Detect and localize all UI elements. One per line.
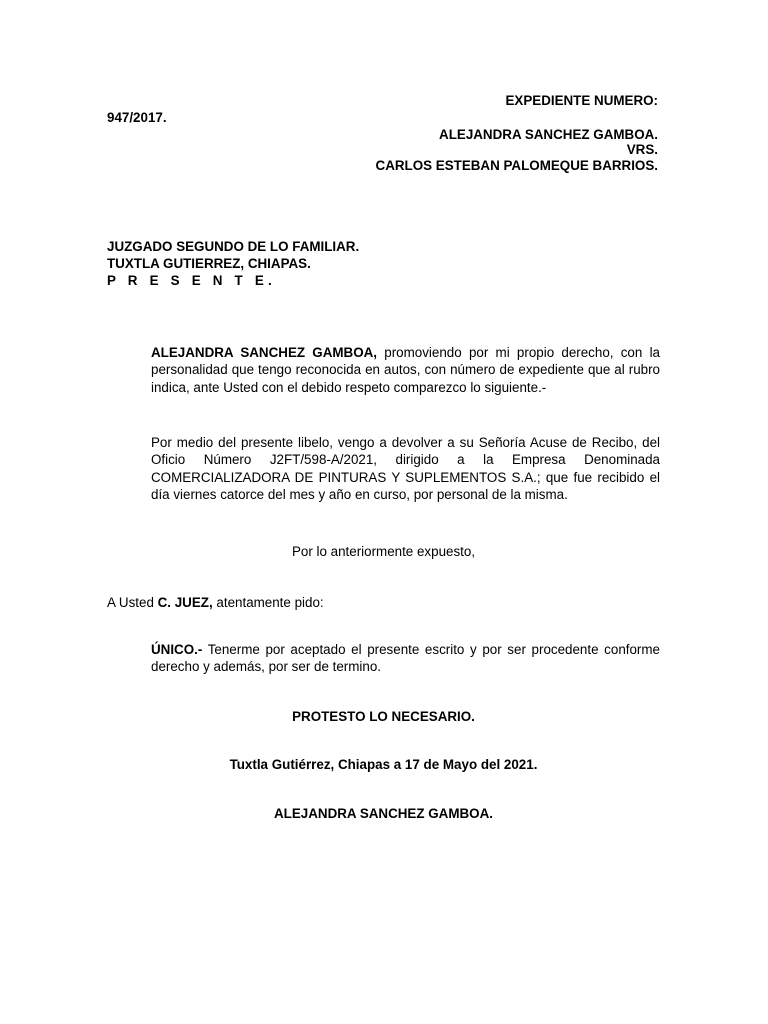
party-actor: ALEJANDRA SANCHEZ GAMBOA. [439,127,658,142]
peticion-prefix: A Usted [107,595,158,610]
paragraph-expuesto: Por lo anteriormente expuesto, [291,544,476,559]
presente-label: P R E S E N T E. [107,273,276,288]
paragraph-intro [107,344,660,396]
paragraph-peticion [107,594,324,611]
juez-label: C. JUEZ, [157,595,213,610]
expediente-label: EXPEDIENTE NUMERO: [505,93,658,108]
unico-label: ÚNICO.- [151,642,203,657]
paragraph-intro-text: promoviendo por mi propio derecho, con la personalidad que tengo reconocida en autos, con número de expediente que al rubro indica, ante Usted con el debido respeto comparezco lo siguiente.- [151,345,660,395]
promovente-name: ALEJANDRA SANCHEZ GAMBOA, [151,345,378,360]
peticion-suffix: atentamente pido: [212,595,324,610]
unico-text: Tenerme por aceptado el presente escrito y por ser procedente conforme derecho y además, por ser de termino. [151,642,660,675]
paragraph-libelo-text: Por medio del presente libelo, vengo a devolver a su Señoría Acuse de Recibo, del Oficio Número J2FT/598-A/2021, dirigido a la Empresa Denominada COMERCIALIZADORA DE PINTURAS Y SUPLEMENTOS S.A.; que fue recibido el día viernes catorce del mes y año en curso, por personal de la misma. [151,435,660,503]
paragraph-unico [107,641,660,676]
court-name: JUZGADO SEGUNDO DE LO FAMILIAR. [107,239,360,254]
place-date-line: Tuxtla Gutiérrez, Chiapas a 17 de Mayo del 2021. [229,757,538,772]
court-city: TUXTLA GUTIERREZ, CHIAPAS. [107,256,311,271]
paragraph-libelo [107,434,660,504]
party-defendant: CARLOS ESTEBAN PALOMEQUE BARRIOS. [375,158,658,173]
signature-name: ALEJANDRA SANCHEZ GAMBOA. [274,806,493,821]
expediente-number: 947/2017. [107,110,167,125]
versus-label: VRS. [626,142,658,157]
protesto-line: PROTESTO LO NECESARIO. [292,709,475,724]
